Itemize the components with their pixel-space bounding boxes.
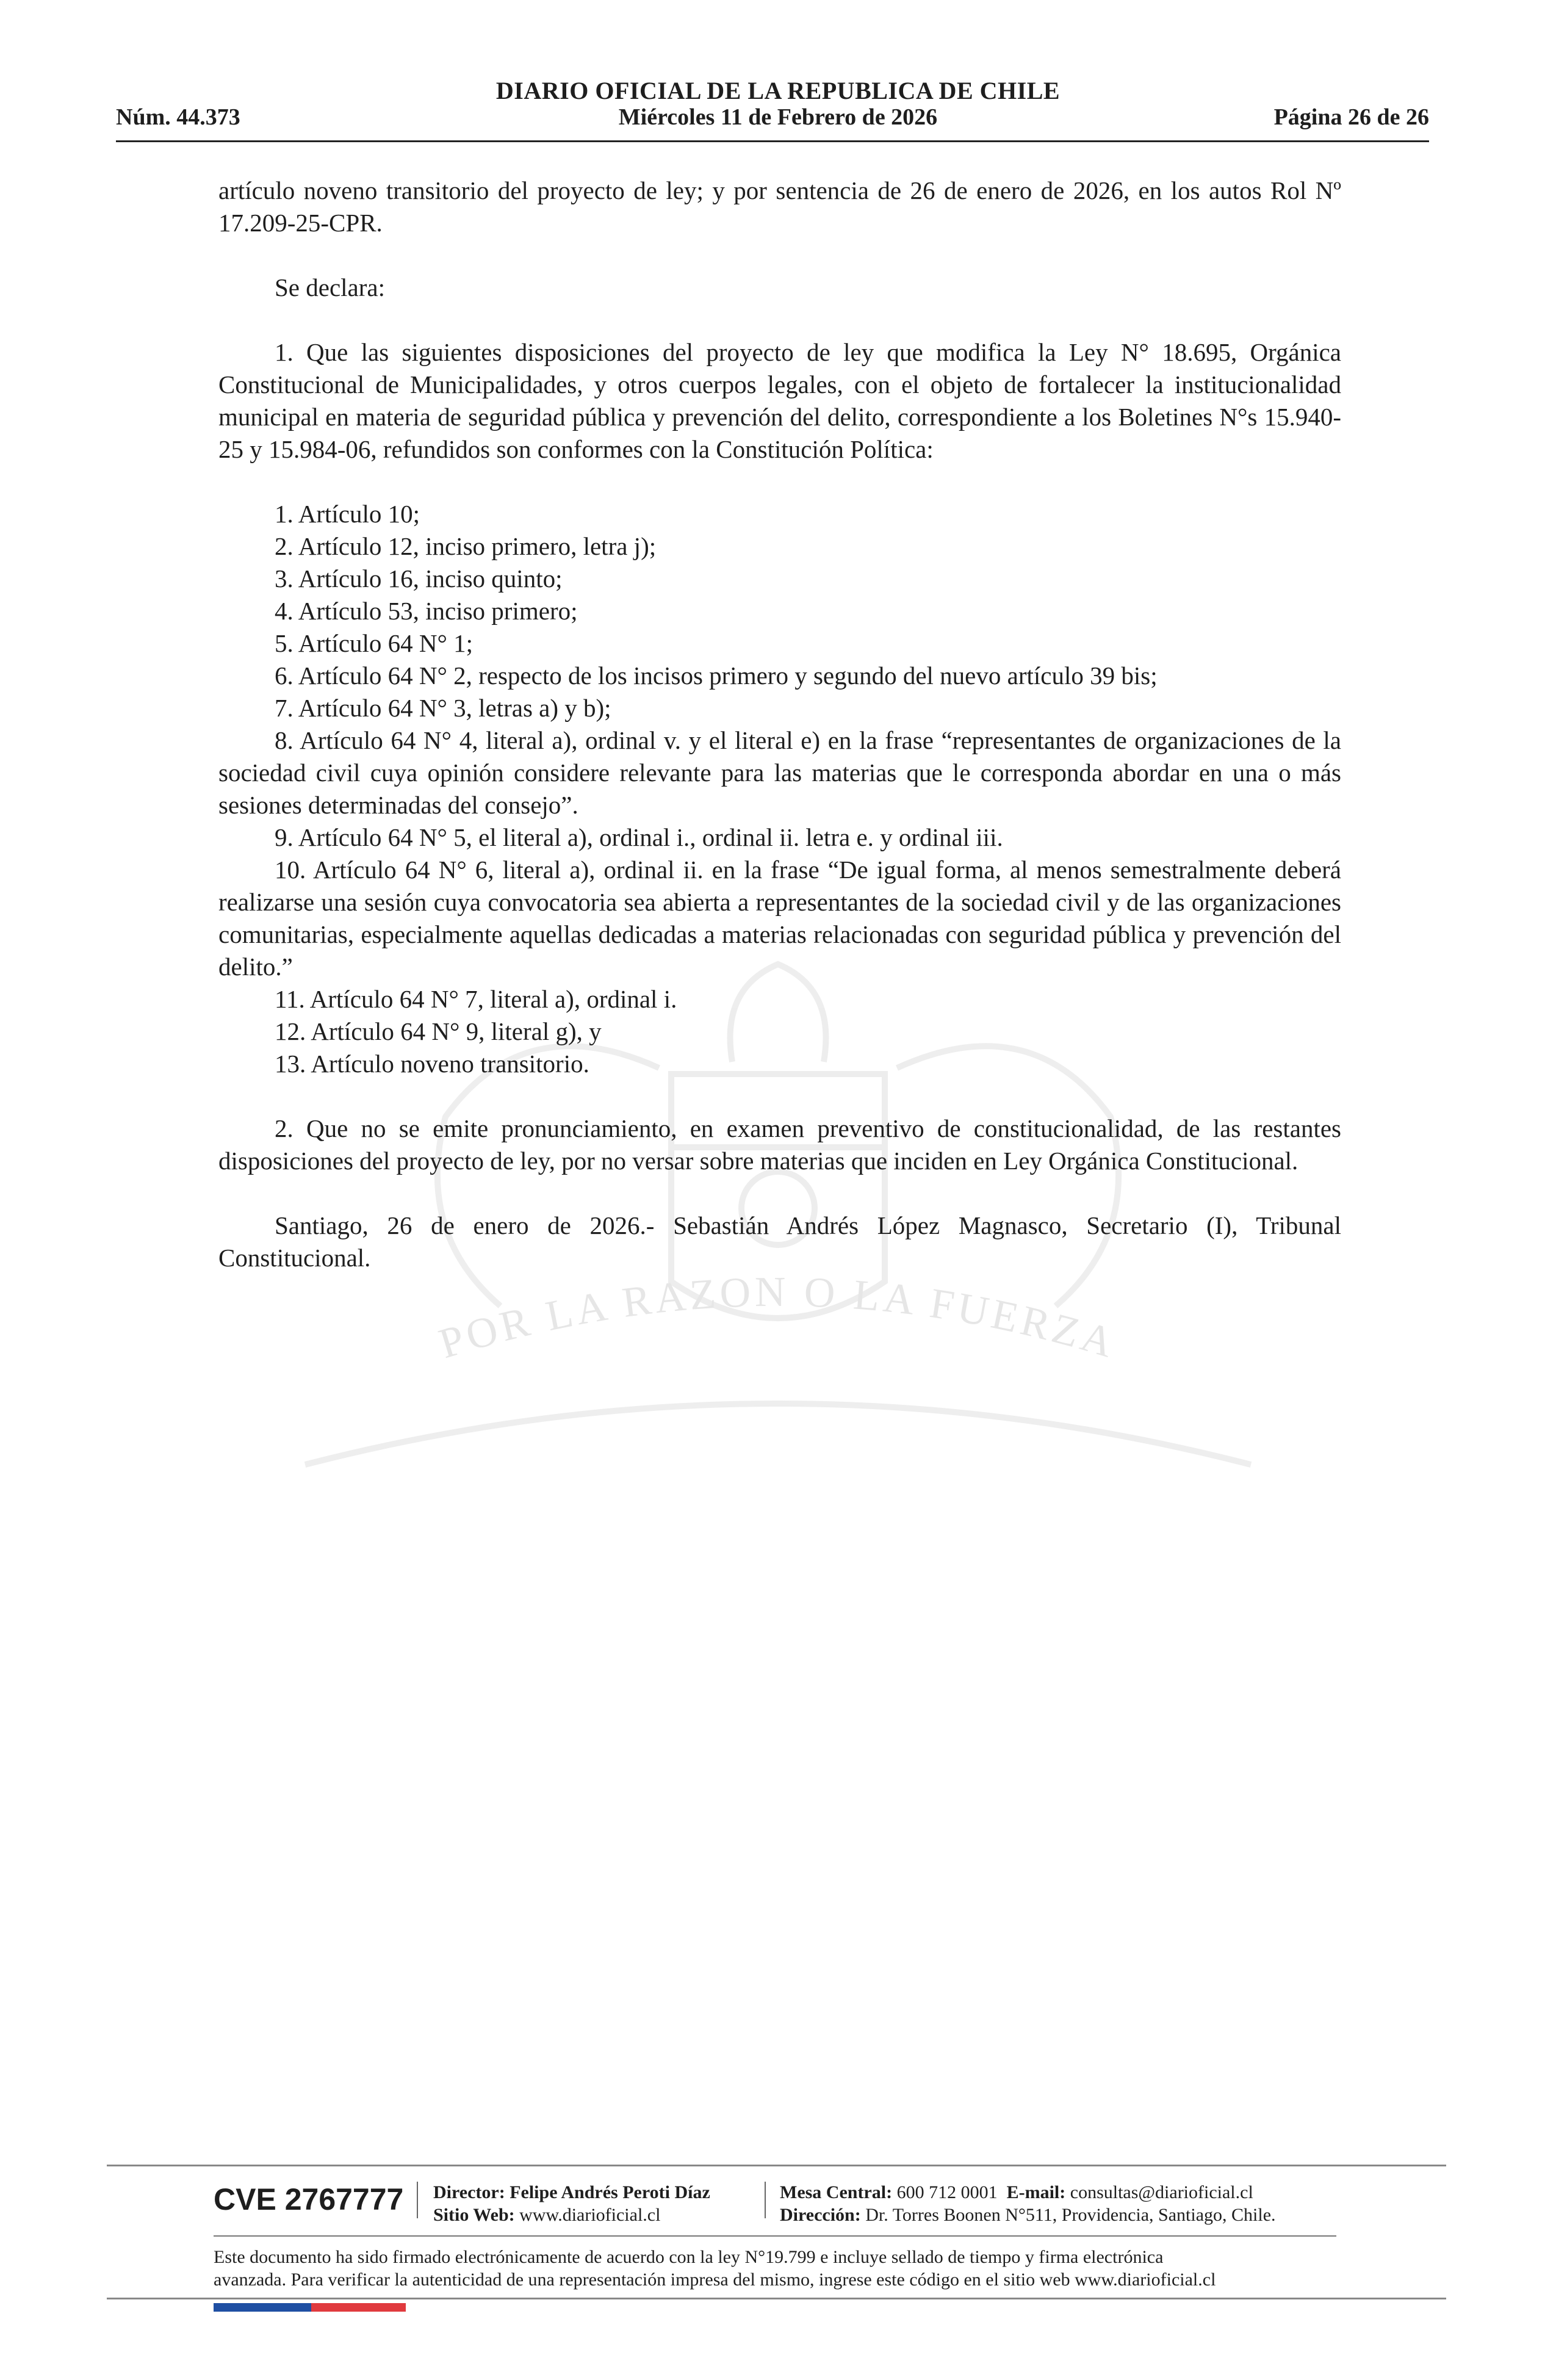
list-item: 5. Artículo 64 N° 1;: [275, 629, 474, 657]
list-item: 3. Artículo 16, inciso quinto;: [275, 564, 563, 593]
footer-divider-bottom: [107, 2298, 1446, 2299]
point-2-paragraph: 2. Que no se emite pronunciamiento, en examen preventivo de constitucionalidad, de las restantes disposiciones del proyecto de ley, por no versar sobre materias que inciden en Ley Orgánica Constitucional.: [218, 1114, 1341, 1175]
website-link[interactable]: www.diarioficial.cl: [519, 2205, 661, 2225]
document-body: [218, 175, 1341, 1274]
footer-separator: [417, 2182, 418, 2218]
note-line: Este documento ha sido firmado electrónicamente de acuerdo con la ley N°19.799 e incluye sellado de tiempo y firma electrónica: [214, 2247, 1164, 2267]
website-label: Sitio Web:: [433, 2205, 515, 2225]
point-1-paragraph: 1. Que las siguientes disposiciones del proyecto de ley que modifica la Ley N° 18.695, Orgánica Constitucional de Municipalidades, y otros cuerpos legales, con el objeto de fortalecer la institucionalidad municipal en materia de seguridad pública y prevención del delito, correspondiente a los Boletines N°s 15.940-25 y 15.984-06, refundidos son conformes con la Constitución Política:: [218, 338, 1341, 463]
list-item: 7. Artículo 64 N° 3, letras a) y b);: [275, 694, 611, 722]
footer-separator: [765, 2182, 766, 2218]
issue-number: Núm. 44.373: [116, 104, 240, 130]
phone-label: Mesa Central:: [780, 2182, 893, 2202]
cve-code: CVE 2767777: [214, 2182, 404, 2216]
list-item: 12. Artículo 64 N° 9, literal g), y: [275, 1017, 602, 1045]
footer-director-block: [433, 2181, 710, 2226]
intro-paragraph: artículo noveno transitorio del proyecto de ley; y por sentencia de 26 de enero de 2026, en los autos Rol Nº 17.209-25-CPR.: [218, 176, 1341, 237]
list-item: 1. Artículo 10;: [275, 500, 420, 528]
list-item: 2. Artículo 12, inciso primero, letra j);: [275, 532, 657, 560]
phone-value: 600 712 0001: [896, 2182, 998, 2202]
email-label: E-mail:: [1006, 2182, 1066, 2202]
director-name: Felipe Andrés Peroti Díaz: [510, 2182, 710, 2202]
email-link[interactable]: consultas@diarioficial.cl: [1070, 2182, 1253, 2202]
page-number: Página 26 de 26: [1273, 104, 1429, 130]
provisions-list: [218, 498, 1341, 1080]
signature-paragraph: Santiago, 26 de enero de 2026.- Sebastián Andrés López Magnasco, Secretario (I), Tribunal Constitucional.: [218, 1211, 1341, 1272]
list-item: 8. Artículo 64 N° 4, literal a), ordinal v. y el literal e) en la frase “representantes de organizaciones de la sociedad civil cuya opinión considere relevante para las materias que le corresponda abordar en una o más sesiones determinadas del consejo”.: [218, 726, 1341, 819]
list-item: 4. Artículo 53, inciso primero;: [275, 597, 578, 625]
flag-stripe-red: [311, 2303, 406, 2312]
list-item: 13. Artículo noveno transitorio.: [275, 1050, 589, 1078]
footer-divider-top: [107, 2165, 1446, 2166]
footer-divider-middle: [214, 2235, 1336, 2237]
address-value: Dr. Torres Boonen N°511, Providencia, Santiago, Chile.: [865, 2205, 1276, 2225]
list-item: 11. Artículo 64 N° 7, literal a), ordinal i.: [275, 985, 677, 1013]
newspaper-title: DIARIO OFICIAL DE LA REPUBLICA DE CHILE: [495, 77, 1061, 104]
flag-stripe-blue: [214, 2303, 311, 2312]
address-label: Dirección:: [780, 2205, 861, 2225]
note-line: avanzada. Para verificar la autenticidad de una representación impresa del mismo, ingrese este código en el sitio web www.diarioficial.cl: [214, 2270, 1216, 2290]
list-item: 9. Artículo 64 N° 5, el literal a), ordinal i., ordinal ii. letra e. y ordinal iii.: [275, 823, 1003, 851]
digital-signature-note: [214, 2246, 1373, 2291]
watermark-motto: POR LA RAZON O LA FUERZA: [433, 1268, 1122, 1368]
issue-date: Miércoles 11 de Febrero de 2026: [618, 104, 938, 130]
list-item: 6. Artículo 64 N° 2, respecto de los incisos primero y segundo del nuevo artículo 39 bis;: [275, 662, 1158, 690]
director-label: Director:: [433, 2182, 505, 2202]
footer-contact-block: [780, 2181, 1276, 2226]
declaration-heading: Se declara:: [275, 273, 385, 301]
list-item: 10. Artículo 64 N° 6, literal a), ordinal ii. en la frase “De igual forma, al menos semestralmente deberá realizarse una sesión cuya convocatoria sea abierta a representantes de la sociedad civil y de las organizaciones comunitarias, especialmente aquellas dedicadas a materias relacionadas con seguridad pública y prevención del delito.”: [218, 856, 1341, 981]
header-divider: [116, 140, 1429, 142]
